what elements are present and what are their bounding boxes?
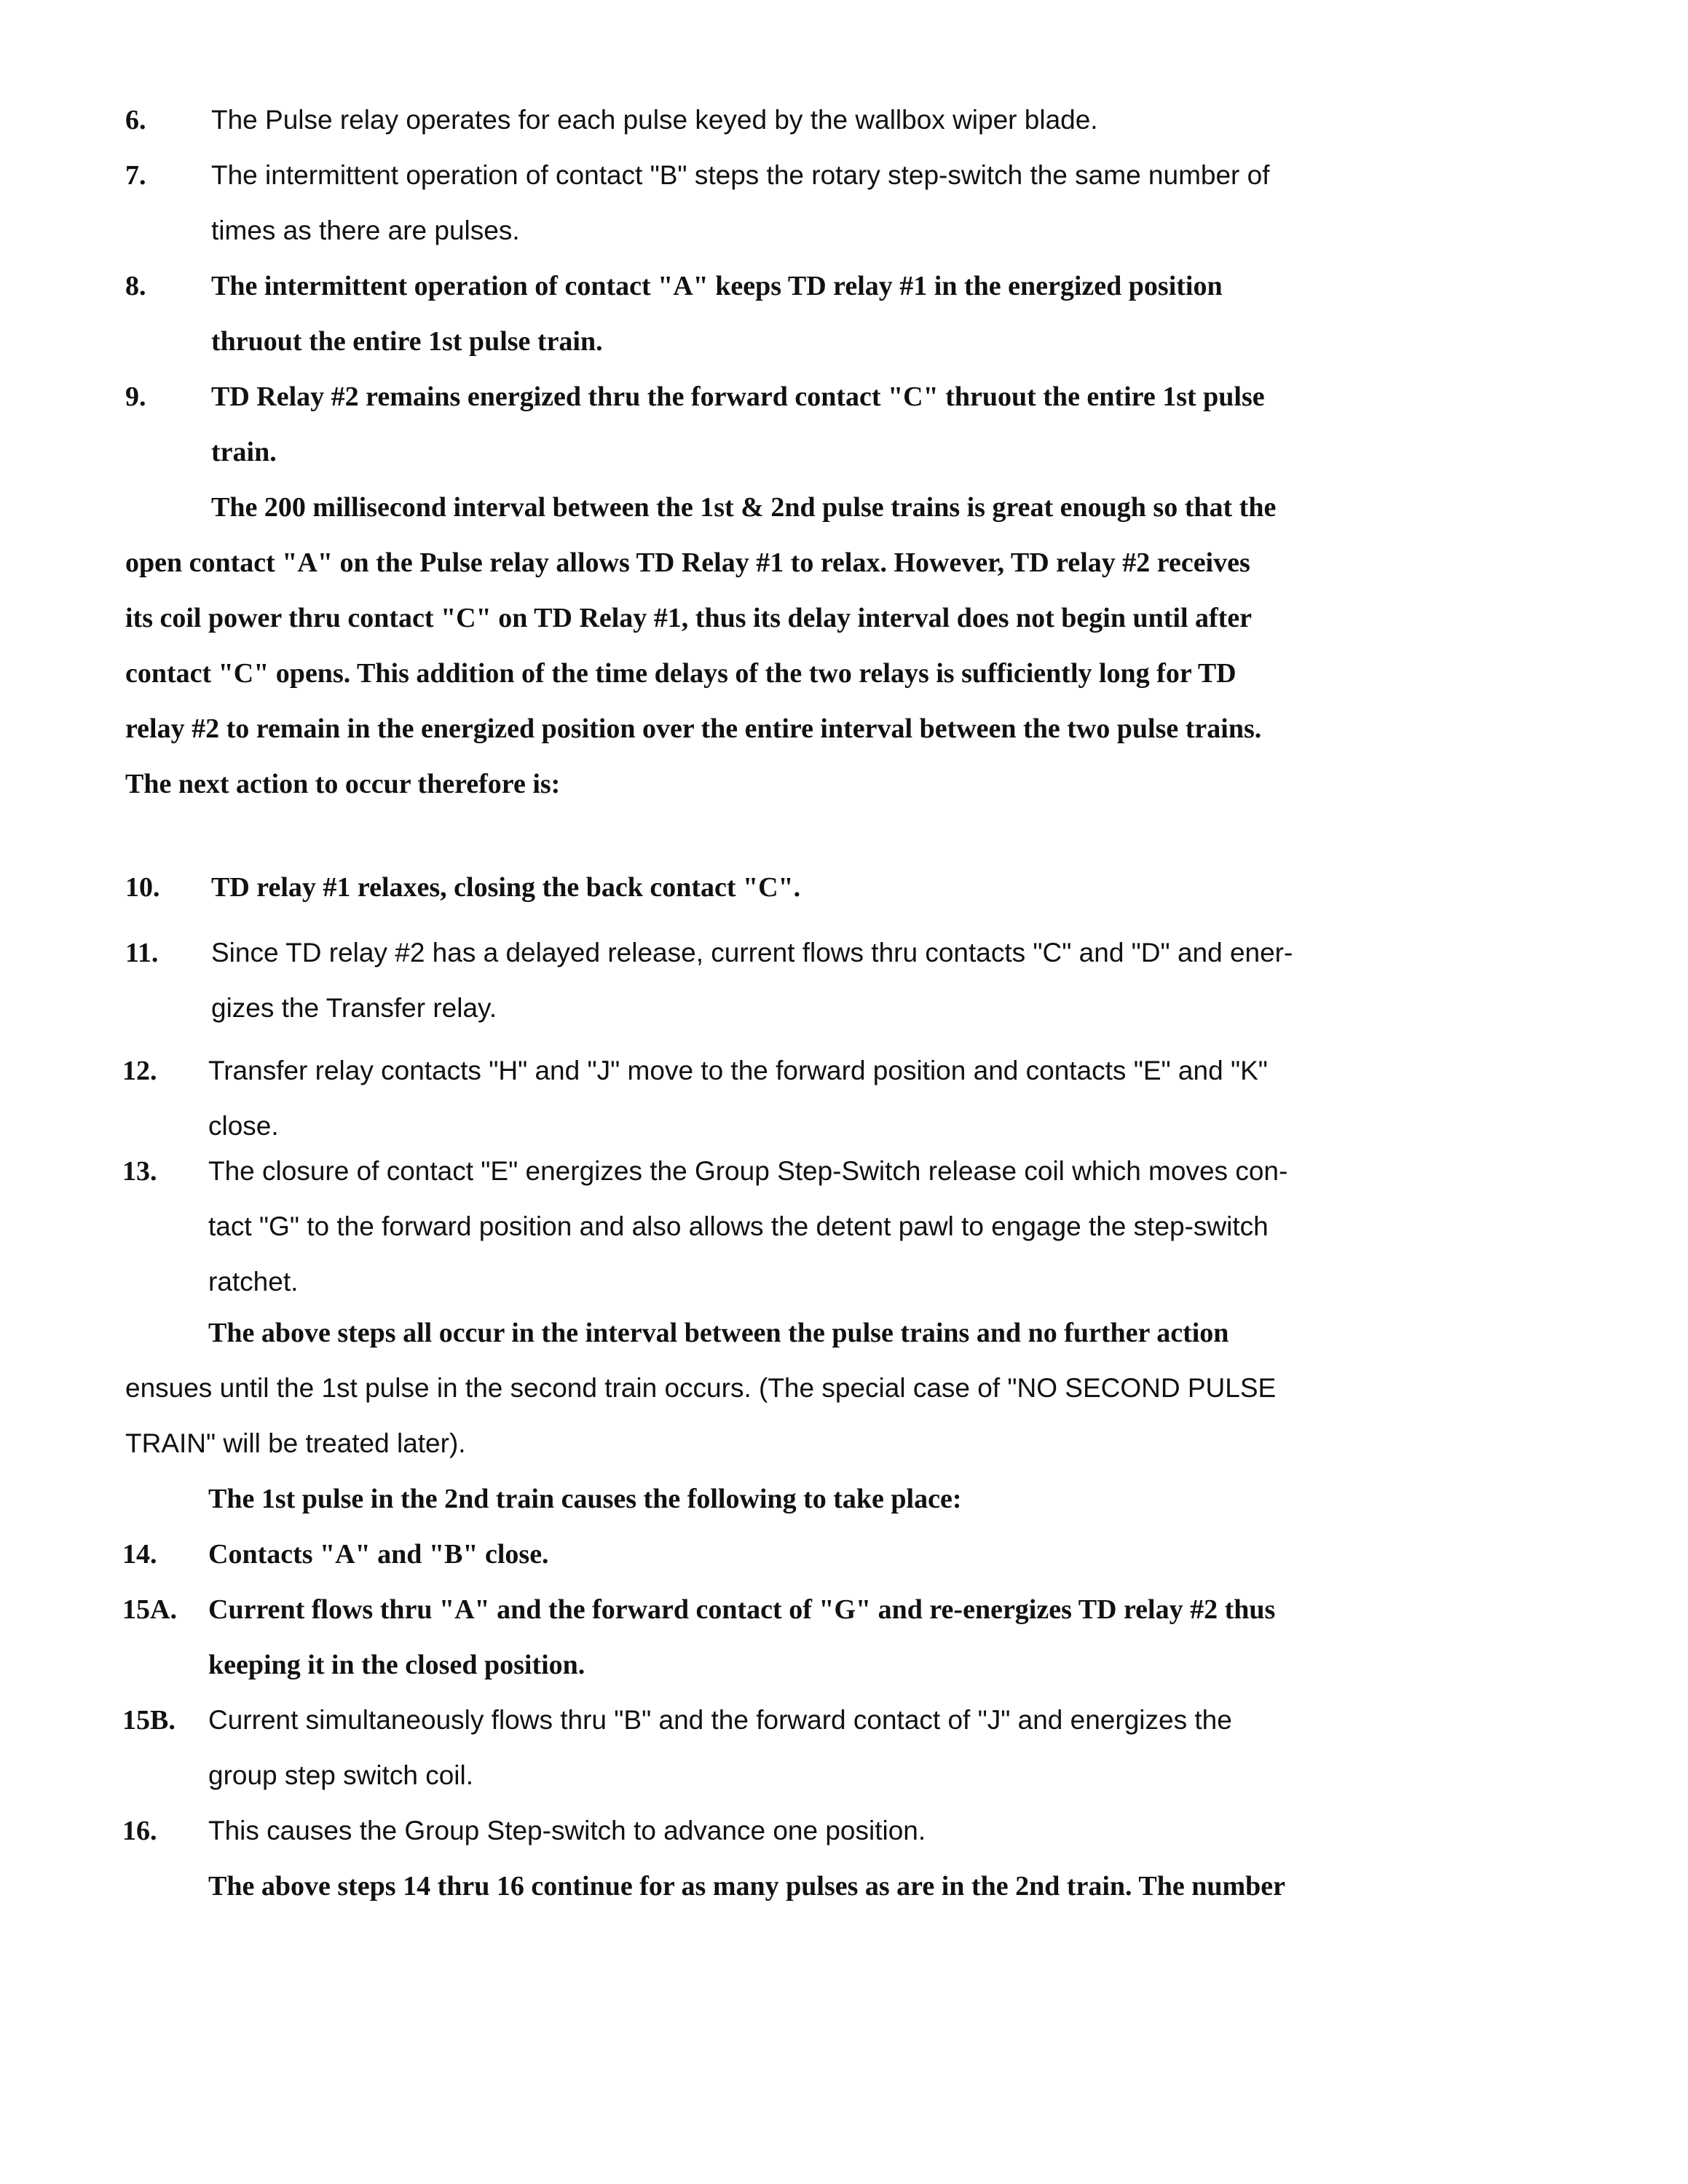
item-number: 15A.: [122, 1594, 177, 1625]
item-text: times as there are pulses.: [211, 215, 520, 245]
item-number: 12.: [122, 1056, 157, 1086]
item-text: This causes the Group Step-switch to advance one position.: [208, 1816, 926, 1845]
item-number: 10.: [125, 872, 160, 903]
paragraph-line: relay #2 to remain in the energized position over the entire interval between the two pulse trains.: [125, 713, 1262, 744]
paragraph-line: its coil power thru contact "C" on TD Relay #1, thus its delay interval does not begin until after: [125, 603, 1253, 633]
paragraph-line: The 1st pulse in the 2nd train causes the following to take place:: [208, 1484, 962, 1514]
item-text: Since TD relay #2 has a delayed release, current flows thru contacts "C" and "D" and ener-: [211, 938, 1293, 968]
item-number: 15B.: [122, 1705, 175, 1736]
paragraph-line: The above steps all occur in the interval between the pulse trains and no further action: [208, 1318, 1229, 1348]
item-text: train.: [211, 437, 277, 467]
item-text: gizes the Transfer relay.: [211, 993, 497, 1023]
paragraph-line: The above steps 14 thru 16 continue for as many pulses as are in the 2nd train. The number: [208, 1871, 1285, 1902]
paragraph-line: open contact "A" on the Pulse relay allows TD Relay #1 to relax. However, TD relay #2 receives: [125, 547, 1250, 578]
item-number: 9.: [125, 381, 146, 412]
item-number: 8.: [125, 271, 146, 301]
item-number: 16.: [122, 1816, 157, 1846]
item-text: ratchet.: [208, 1267, 299, 1297]
paragraph-line: The 200 millisecond interval between the 1st & 2nd pulse trains is great enough so that the: [211, 492, 1277, 523]
item-text: The intermittent operation of contact "A" keeps TD relay #1 in the energized position: [211, 271, 1223, 301]
item-text: The intermittent operation of contact "B" steps the rotary step-switch the same number of: [211, 160, 1270, 190]
item-number: 13.: [122, 1156, 157, 1187]
item-number: 7.: [125, 160, 146, 191]
item-text: TD relay #1 relaxes, closing the back contact "C".: [211, 872, 801, 903]
item-text: tact "G" to the forward position and also allows the detent pawl to engage the step-switch: [208, 1211, 1269, 1241]
item-text: TD Relay #2 remains energized thru the forward contact "C" thruout the entire 1st pulse: [211, 381, 1265, 412]
item-text: Current flows thru "A" and the forward contact of "G" and re-energizes TD relay #2 thus: [208, 1594, 1276, 1625]
item-text: Transfer relay contacts "H" and "J" move to the forward position and contacts "E" and "K": [208, 1056, 1268, 1085]
item-text: group step switch coil.: [208, 1760, 474, 1790]
item-text: thruout the entire 1st pulse train.: [211, 326, 603, 357]
paragraph-line: ensues until the 1st pulse in the second train occurs. (The special case of "NO SECOND PULSE: [125, 1373, 1277, 1403]
item-text: close.: [208, 1111, 279, 1141]
item-text: keeping it in the closed position.: [208, 1650, 585, 1680]
item-text: The Pulse relay operates for each pulse keyed by the wallbox wiper blade.: [211, 105, 1098, 135]
item-number: 14.: [122, 1539, 157, 1570]
item-text: Current simultaneously flows thru "B" and the forward contact of "J" and energizes the: [208, 1705, 1232, 1735]
item-number: 11.: [125, 938, 159, 968]
item-text: The closure of contact "E" energizes the Group Step-Switch release coil which moves con-: [208, 1156, 1288, 1186]
paragraph-line: contact "C" opens. This addition of the time delays of the two relays is sufficiently long for TD: [125, 658, 1237, 689]
paragraph-line: TRAIN" will be treated later).: [125, 1428, 466, 1458]
paragraph-line: The next action to occur therefore is:: [125, 769, 561, 799]
item-text: Contacts "A" and "B" close.: [208, 1539, 549, 1570]
item-number: 6.: [125, 105, 146, 135]
